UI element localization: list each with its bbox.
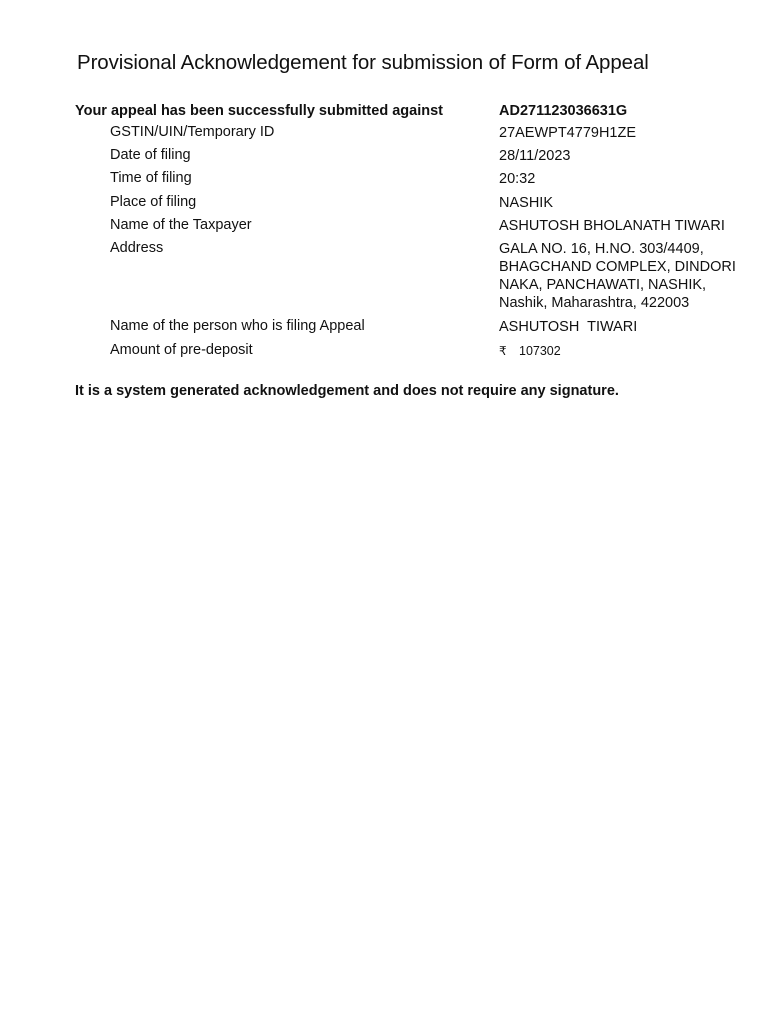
submission-label: Your appeal has been successfully submitted against (75, 103, 443, 119)
system-generated-note: It is a system generated acknowledgement and does not require any signature. (75, 383, 619, 399)
date-of-filing-value: 28/11/2023 (499, 148, 571, 164)
date-of-filing-label: Date of filing (110, 147, 191, 163)
address-line: Nashik, Maharashtra, 422003 (499, 295, 690, 311)
time-of-filing-label: Time of filing (110, 170, 192, 186)
address-value (499, 240, 736, 312)
taxpayer-name-label: Name of the Taxpayer (110, 217, 252, 233)
pre-deposit-value (499, 344, 561, 358)
appeal-reference-number: AD271123036631G (499, 103, 628, 119)
place-of-filing-label: Place of filing (110, 194, 197, 210)
document-title: Provisional Acknowledgement for submission of Form of Appeal (77, 51, 649, 74)
address-line: BHAGCHAND COMPLEX, DINDORI (499, 259, 736, 275)
address-label: Address (110, 240, 164, 256)
filer-name-value: ASHUTOSH TIWARI (499, 319, 638, 335)
time-of-filing-value: 20:32 (499, 171, 536, 187)
address-line: NAKA, PANCHAWATI, NASHIK, (499, 277, 707, 293)
pre-deposit-amount: 107302 (519, 344, 561, 358)
filer-name-label: Name of the person who is filing Appeal (110, 318, 365, 334)
rupee-icon: ₹ (499, 344, 507, 358)
taxpayer-name-value: ASHUTOSH BHOLANATH TIWARI (499, 218, 725, 234)
gstin-value: 27AEWPT4779H1ZE (499, 125, 637, 141)
place-of-filing-value: NASHIK (499, 195, 553, 211)
gstin-label: GSTIN/UIN/Temporary ID (110, 124, 275, 140)
address-line: GALA NO. 16, H.NO. 303/4409, (499, 241, 704, 257)
pre-deposit-label: Amount of pre-deposit (110, 342, 253, 358)
